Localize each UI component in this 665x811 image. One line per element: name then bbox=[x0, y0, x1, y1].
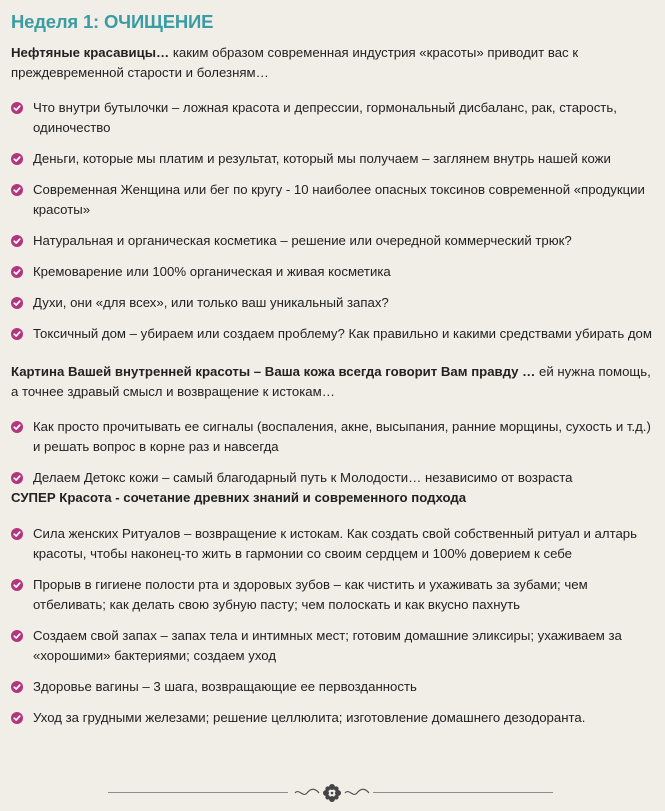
check-circle-icon bbox=[11, 528, 23, 540]
list-item bbox=[11, 708, 653, 728]
check-circle-icon bbox=[11, 579, 23, 591]
section-divider bbox=[0, 781, 665, 805]
list-item bbox=[11, 626, 653, 666]
list-item-text: Современная Женщина или бег по кругу - 10 наиболее опасных токсинов современной «продукции красоты» bbox=[33, 182, 645, 217]
section1-lead: Нефтяные красавицы… bbox=[11, 45, 170, 60]
list-item-text: Токсичный дом – убираем или создаем проблему? Как правильно и какими средствами убирать дом bbox=[33, 326, 652, 341]
section2-rest: ей нужна помощь, а точнее здравый смысл и возвращение к истокам… bbox=[11, 364, 651, 399]
check-circle-icon bbox=[11, 184, 23, 196]
list-item bbox=[11, 180, 653, 220]
check-circle-icon bbox=[11, 102, 23, 114]
list-item-text: Сила женских Ритуалов – возвращение к истокам. Как создать свой собственный ритуал и алтарь красоты, чтобы наконец-то жить в гармонии со своим сердцем и 100% доверием к себе bbox=[33, 526, 638, 561]
list-item-text: Создаем свой запах – запах тела и интимных мест; готовим домашние эликсиры; ухаживаем за «хорошими» бактериями; создаем уход bbox=[33, 628, 622, 663]
page-title: Неделя 1: ОЧИЩЕНИЕ bbox=[11, 11, 214, 32]
floral-ornament-icon bbox=[293, 782, 371, 804]
check-circle-icon bbox=[11, 681, 23, 693]
section3-heading: СУПЕР Красота - сочетание древних знаний и современного подхода bbox=[11, 490, 467, 505]
list-item-text: Здоровье вагины – 3 шага, возвращающие ее первозданность bbox=[33, 679, 417, 694]
list-item bbox=[11, 324, 653, 344]
list-item bbox=[11, 468, 653, 488]
list-item bbox=[11, 98, 653, 138]
list-item-text: Кремоварение или 100% органическая и живая косметика bbox=[33, 264, 391, 279]
section1-intro bbox=[11, 43, 653, 83]
list-item bbox=[11, 262, 653, 282]
list-item bbox=[11, 524, 653, 564]
section2-lead: Картина Вашей внутренней красоты – Ваша кожа всегда говорит Вам правду … bbox=[11, 364, 536, 379]
check-circle-icon bbox=[11, 297, 23, 309]
section1-rest: каким образом современная индустрия «красоты» приводит вас к преждевременной старости и болезням… bbox=[11, 45, 579, 80]
list-item-text: Как просто прочитывать ее сигналы (воспаления, акне, высыпания, ранние морщины, сухость и т.д.) и решать вопрос в корне раз и навсегда bbox=[33, 419, 651, 454]
divider-line-right bbox=[373, 792, 553, 793]
list-item-text: Духи, они «для всех», или только ваш уникальный запах? bbox=[33, 295, 389, 310]
list-item-text: Натуральная и органическая косметика – решение или очередной коммерческий трюк? bbox=[33, 233, 572, 248]
list-item bbox=[11, 575, 653, 615]
list-item bbox=[11, 293, 653, 313]
check-circle-icon bbox=[11, 472, 23, 484]
check-circle-icon bbox=[11, 153, 23, 165]
check-circle-icon bbox=[11, 421, 23, 433]
list-item-text: Уход за грудными железами; решение целлюлита; изготовление домашнего дезодоранта. bbox=[33, 710, 586, 725]
check-circle-icon bbox=[11, 630, 23, 642]
divider-line-left bbox=[108, 792, 288, 793]
section2-intro bbox=[11, 362, 653, 402]
section3-list bbox=[11, 524, 653, 728]
check-circle-icon bbox=[11, 266, 23, 278]
check-circle-icon bbox=[11, 712, 23, 724]
check-circle-icon bbox=[11, 235, 23, 247]
section1-list bbox=[11, 98, 653, 344]
list-item bbox=[11, 149, 653, 169]
list-item-text: Что внутри бутылочки – ложная красота и депрессии, гормональный дисбаланс, рак, старость, одиночество bbox=[33, 100, 617, 135]
list-item bbox=[11, 417, 653, 457]
list-item-text: Делаем Детокс кожи – самый благодарный путь к Молодости… независимо от возраста bbox=[33, 470, 573, 485]
check-circle-icon bbox=[11, 328, 23, 340]
list-item-text: Прорыв в гигиене полости рта и здоровых зубов – как чистить и ухаживать за зубами; чем отбеливать; как делать свою зубную пасту; чем полоскать и как вкусно пахнуть bbox=[33, 577, 588, 612]
list-item bbox=[11, 231, 653, 251]
list-item-text: Деньги, которые мы платим и результат, который мы получаем – заглянем внутрь нашей кожи bbox=[33, 151, 611, 166]
section2-list bbox=[11, 417, 653, 488]
list-item bbox=[11, 677, 653, 697]
